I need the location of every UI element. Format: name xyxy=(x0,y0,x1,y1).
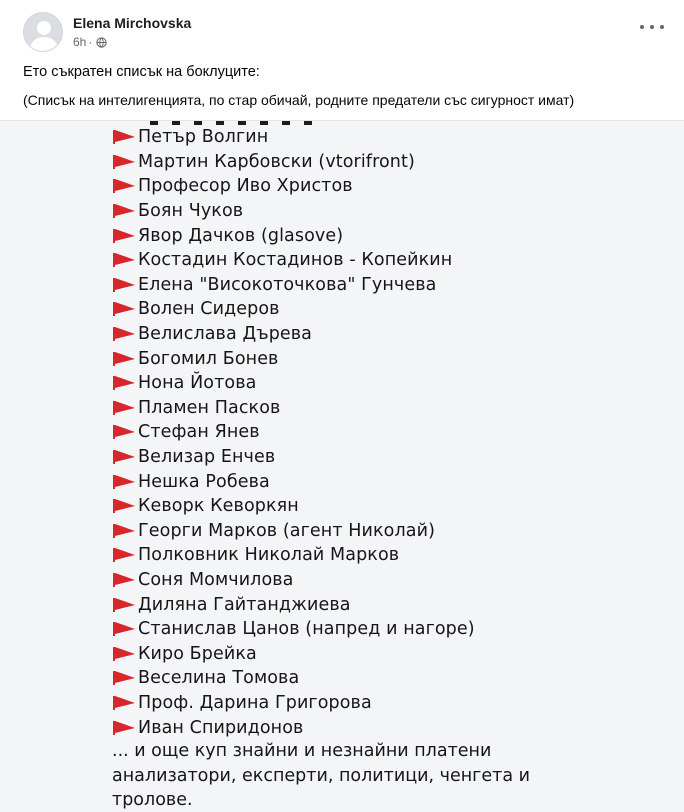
list-item xyxy=(112,420,475,445)
list-item-text: Мартин Карбовски (vtorifront) xyxy=(138,151,415,172)
post-time[interactable]: 6h xyxy=(73,35,87,49)
list-item xyxy=(112,199,475,224)
red-flag-icon xyxy=(112,597,136,613)
list-item-text: Полковник Николай Марков xyxy=(138,545,400,566)
red-flag-icon xyxy=(112,203,136,219)
post-header xyxy=(0,0,684,60)
red-flag-icon xyxy=(112,375,136,391)
default-avatar-icon xyxy=(24,13,63,52)
list-item xyxy=(112,568,475,593)
more-icon-dot xyxy=(650,25,654,29)
list-item-text: Петър Волгин xyxy=(138,127,269,148)
red-flag-icon xyxy=(112,400,136,416)
red-flag-icon xyxy=(112,424,136,440)
list-item xyxy=(112,469,475,494)
list-item xyxy=(112,125,475,150)
list-item xyxy=(112,641,475,666)
list-item-text: Георги Марков (агент Николай) xyxy=(138,520,435,541)
list-item-text: Станислав Цанов (напред и нагоре) xyxy=(138,619,475,640)
red-flag-icon xyxy=(112,351,136,367)
red-flag-icon xyxy=(112,154,136,170)
list-item xyxy=(112,494,475,519)
red-flag-icon xyxy=(112,695,136,711)
red-flag-icon xyxy=(112,572,136,588)
list-item xyxy=(112,592,475,617)
list-item-text: Велизар Енчев xyxy=(138,447,276,468)
list-item xyxy=(112,297,475,322)
red-flag-icon xyxy=(112,326,136,342)
list-item xyxy=(112,150,475,175)
post-photo[interactable] xyxy=(0,120,684,812)
list-item xyxy=(112,174,475,199)
list-item xyxy=(112,346,475,371)
globe-icon[interactable] xyxy=(96,37,107,48)
list-item-text: Нешка Робева xyxy=(138,471,270,492)
red-flag-icon xyxy=(112,670,136,686)
list-item-text: Диляна Гайтанджиева xyxy=(138,594,351,615)
list-item-text: Стефан Янев xyxy=(138,422,260,443)
list-footer-text: ... и още куп знайни и незнайни платени анализатори, експерти, политици, ченгета и тролове. xyxy=(112,741,531,810)
list-item xyxy=(112,273,475,298)
red-flag-icon xyxy=(112,720,136,736)
list-item-text: Волен Сидеров xyxy=(138,299,280,320)
list-item-text: Елена "Високоточкова" Гунчева xyxy=(138,274,437,295)
author-name[interactable]: Elena Mirchovska xyxy=(73,15,192,31)
red-flag-icon xyxy=(112,178,136,194)
list-item-text: Соня Момчилова xyxy=(138,569,294,590)
list-item xyxy=(112,371,475,396)
list-item xyxy=(112,396,475,421)
list-item-text: Проф. Дарина Григорова xyxy=(138,692,372,713)
red-flag-icon xyxy=(112,277,136,293)
more-options-button[interactable] xyxy=(640,20,664,34)
red-flag-icon xyxy=(112,498,136,514)
red-flag-icon xyxy=(112,252,136,268)
meta-separator: · xyxy=(88,35,93,49)
list-item xyxy=(112,223,475,248)
list-item-text: Киро Брейка xyxy=(138,643,257,664)
list-item-text: Професор Иво Христов xyxy=(138,176,353,197)
post-meta xyxy=(73,35,107,49)
list-item-text: Веселина Томова xyxy=(138,668,300,689)
post-caption-line2: (Списък на интелигенцията, по стар обичай, родните предатели със сигурност имат) xyxy=(23,92,575,108)
list-item-text: Велислава Дърева xyxy=(138,324,313,345)
red-flag-icon xyxy=(112,449,136,465)
red-flag-icon xyxy=(112,228,136,244)
list-item xyxy=(112,715,475,740)
list-item xyxy=(112,519,475,544)
list-item-text: Боян Чуков xyxy=(138,201,244,222)
more-icon-dot xyxy=(660,25,664,29)
list-item-text: Костадин Костадинов - Копейкин xyxy=(138,250,453,271)
list-item xyxy=(112,617,475,642)
list-item-text: Иван Спиридонов xyxy=(138,717,304,738)
list-item xyxy=(112,445,475,470)
list-item xyxy=(112,322,475,347)
red-flag-icon xyxy=(112,646,136,662)
red-flag-icon xyxy=(112,523,136,539)
red-flag-icon xyxy=(112,129,136,145)
list-item xyxy=(112,666,475,691)
list-item-text: Богомил Бонев xyxy=(138,348,279,369)
red-flag-icon xyxy=(112,474,136,490)
more-icon-dot xyxy=(640,25,644,29)
list-item xyxy=(112,691,475,716)
list-item-text: Явор Дачков (glasove) xyxy=(138,225,344,246)
names-list xyxy=(112,125,475,740)
red-flag-icon xyxy=(112,547,136,563)
red-flag-icon xyxy=(112,301,136,317)
list-item-text: Кеворк Кеворкян xyxy=(138,496,299,517)
list-item xyxy=(112,248,475,273)
list-item xyxy=(112,543,475,568)
list-item-text: Нона Йотова xyxy=(138,373,257,394)
post-caption-line1: Ето съкратен списък на боклуците: xyxy=(23,64,260,80)
red-flag-icon xyxy=(112,621,136,637)
list-item-text: Пламен Пасков xyxy=(138,397,281,418)
avatar[interactable] xyxy=(23,12,63,52)
